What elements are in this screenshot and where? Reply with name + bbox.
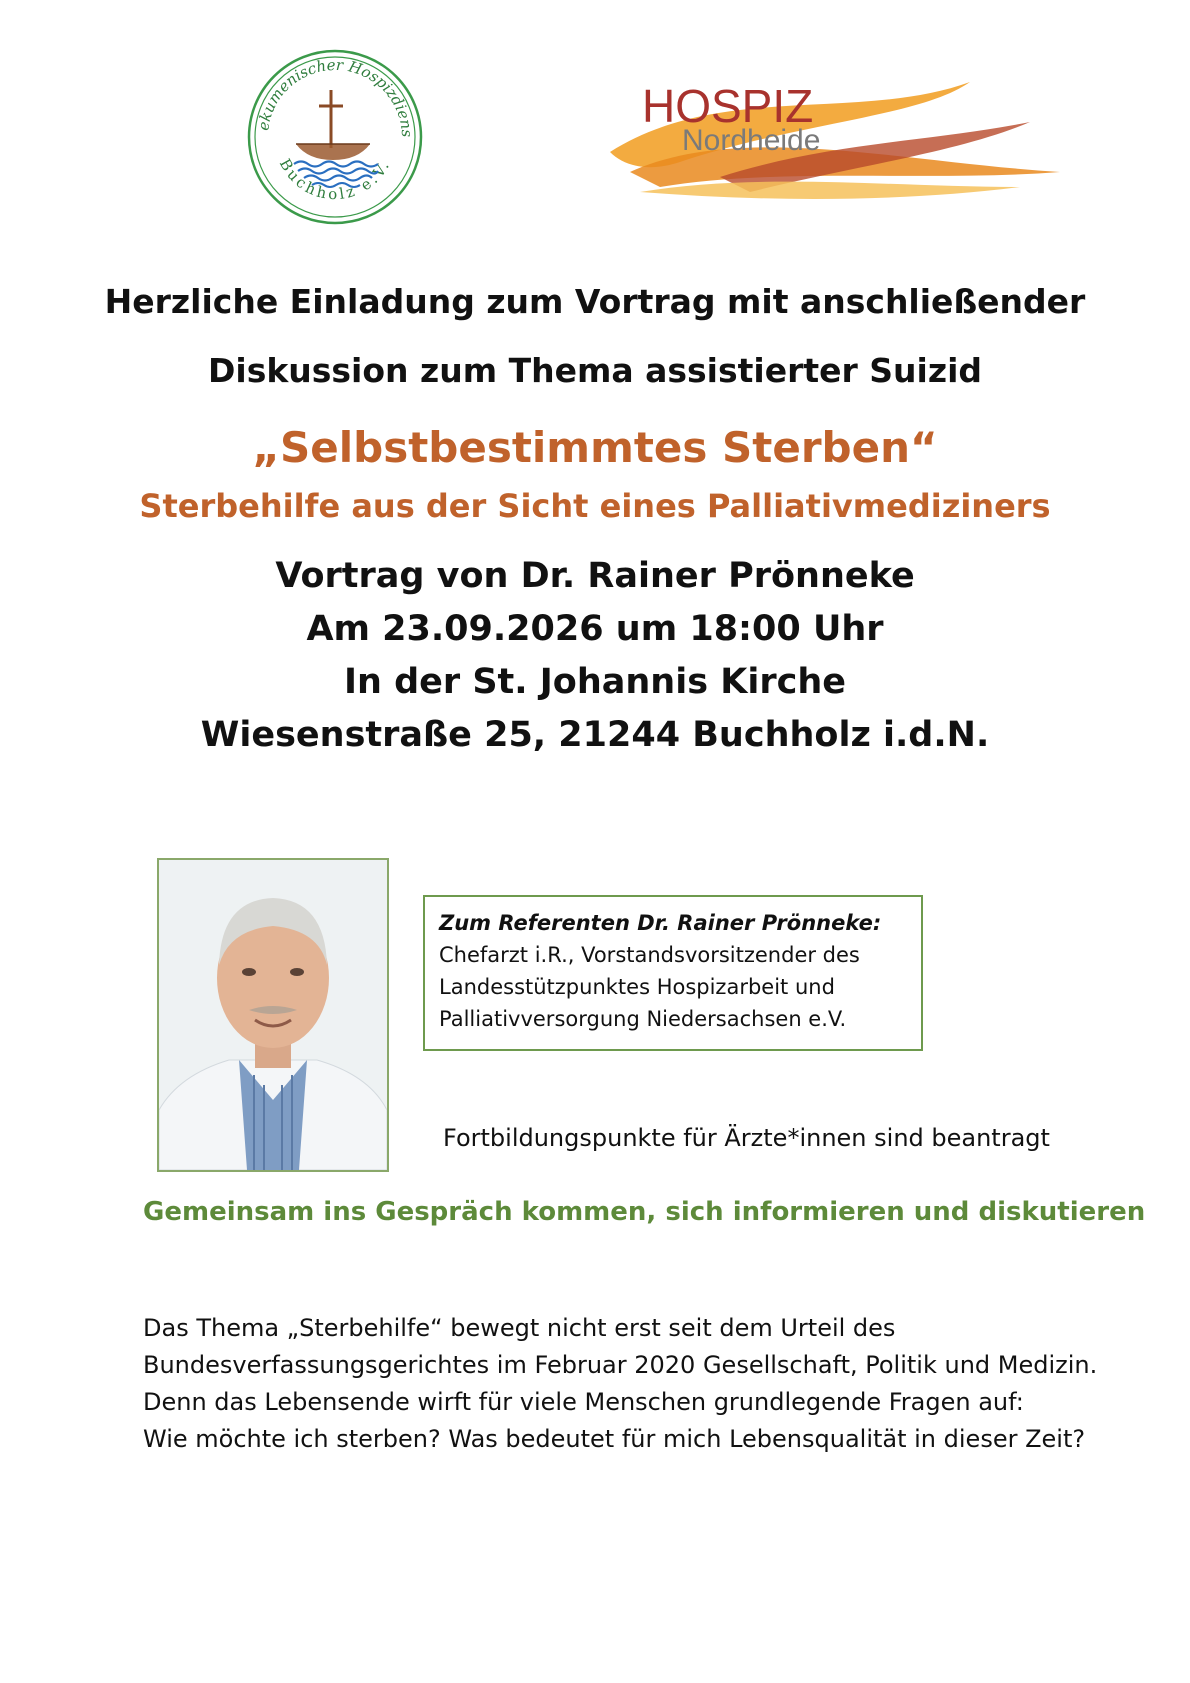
bio-heading: Zum Referenten Dr. Rainer Prönneke: (439, 911, 882, 935)
logo-ring-bottom-text: Buchholz e.V. (275, 155, 395, 204)
bio-line: Palliativversorgung Niedersachsen e.V. (439, 1007, 847, 1031)
logo-word-nordheide: Nordheide (682, 124, 821, 157)
talk-subtitle: Sterbehilfe aus der Sicht eines Palliativmediziners (139, 487, 1051, 525)
speaker-photo (157, 858, 389, 1172)
invitation-heading-line2: Diskussion zum Thema assistierter Suizid (207, 351, 983, 390)
body-paragraph (143, 1310, 1097, 1458)
bio-line: Chefarzt i.R., Vorstandsvorsitzender des (439, 943, 860, 967)
speaker-portrait-icon (159, 860, 387, 1170)
logo-word-hospiz: HOSPIZ (642, 80, 814, 132)
talk-title: „Selbstbestimmtes Sterben“ (252, 423, 938, 472)
bio-line: Landesstützpunktes Hospizarbeit und (439, 975, 835, 999)
event-details (0, 550, 1190, 762)
event-venue: In der St. Johannis Kirche (343, 662, 846, 702)
cme-points-note: Fortbildungspunkte für Ärzte*innen sind beantragt (443, 1124, 1050, 1152)
body-line: Wie möchte ich sterben? Was bedeutet für mich Lebensqualität in dieser Zeit? (143, 1425, 1086, 1453)
logo-ring-top-text: ekumenischer Hospizdiens (254, 55, 417, 138)
body-line: Bundesverfassungsgerichtes im Februar 2020 Gesellschaft, Politik und Medizin. (143, 1351, 1098, 1379)
flame-swoosh-icon (600, 62, 1070, 212)
event-address: Wiesenstraße 25, 21244 Buchholz i.d.N. (200, 715, 990, 755)
speaker-bio-box (423, 895, 923, 1051)
hospiz-nordheide-logo (600, 62, 1070, 212)
body-line: Das Thema „Sterbehilfe“ bewegt nicht erst seit dem Urteil des (143, 1314, 896, 1342)
cross-boat-waves-icon (246, 48, 424, 226)
invitation-heading-line1: Herzliche Einladung zum Vortrag mit anschließender (104, 282, 1086, 321)
event-date: Am 23.09.2026 um 18:00 Uhr (306, 609, 884, 649)
body-line: Denn das Lebensende wirft für viele Menschen grundlegende Fragen auf: (143, 1388, 1024, 1416)
tagline: Gemeinsam ins Gespräch kommen, sich informieren und diskutieren (143, 1197, 1146, 1227)
hospizdienst-logo (246, 48, 424, 226)
event-speaker: Vortrag von Dr. Rainer Prönneke (275, 556, 915, 596)
